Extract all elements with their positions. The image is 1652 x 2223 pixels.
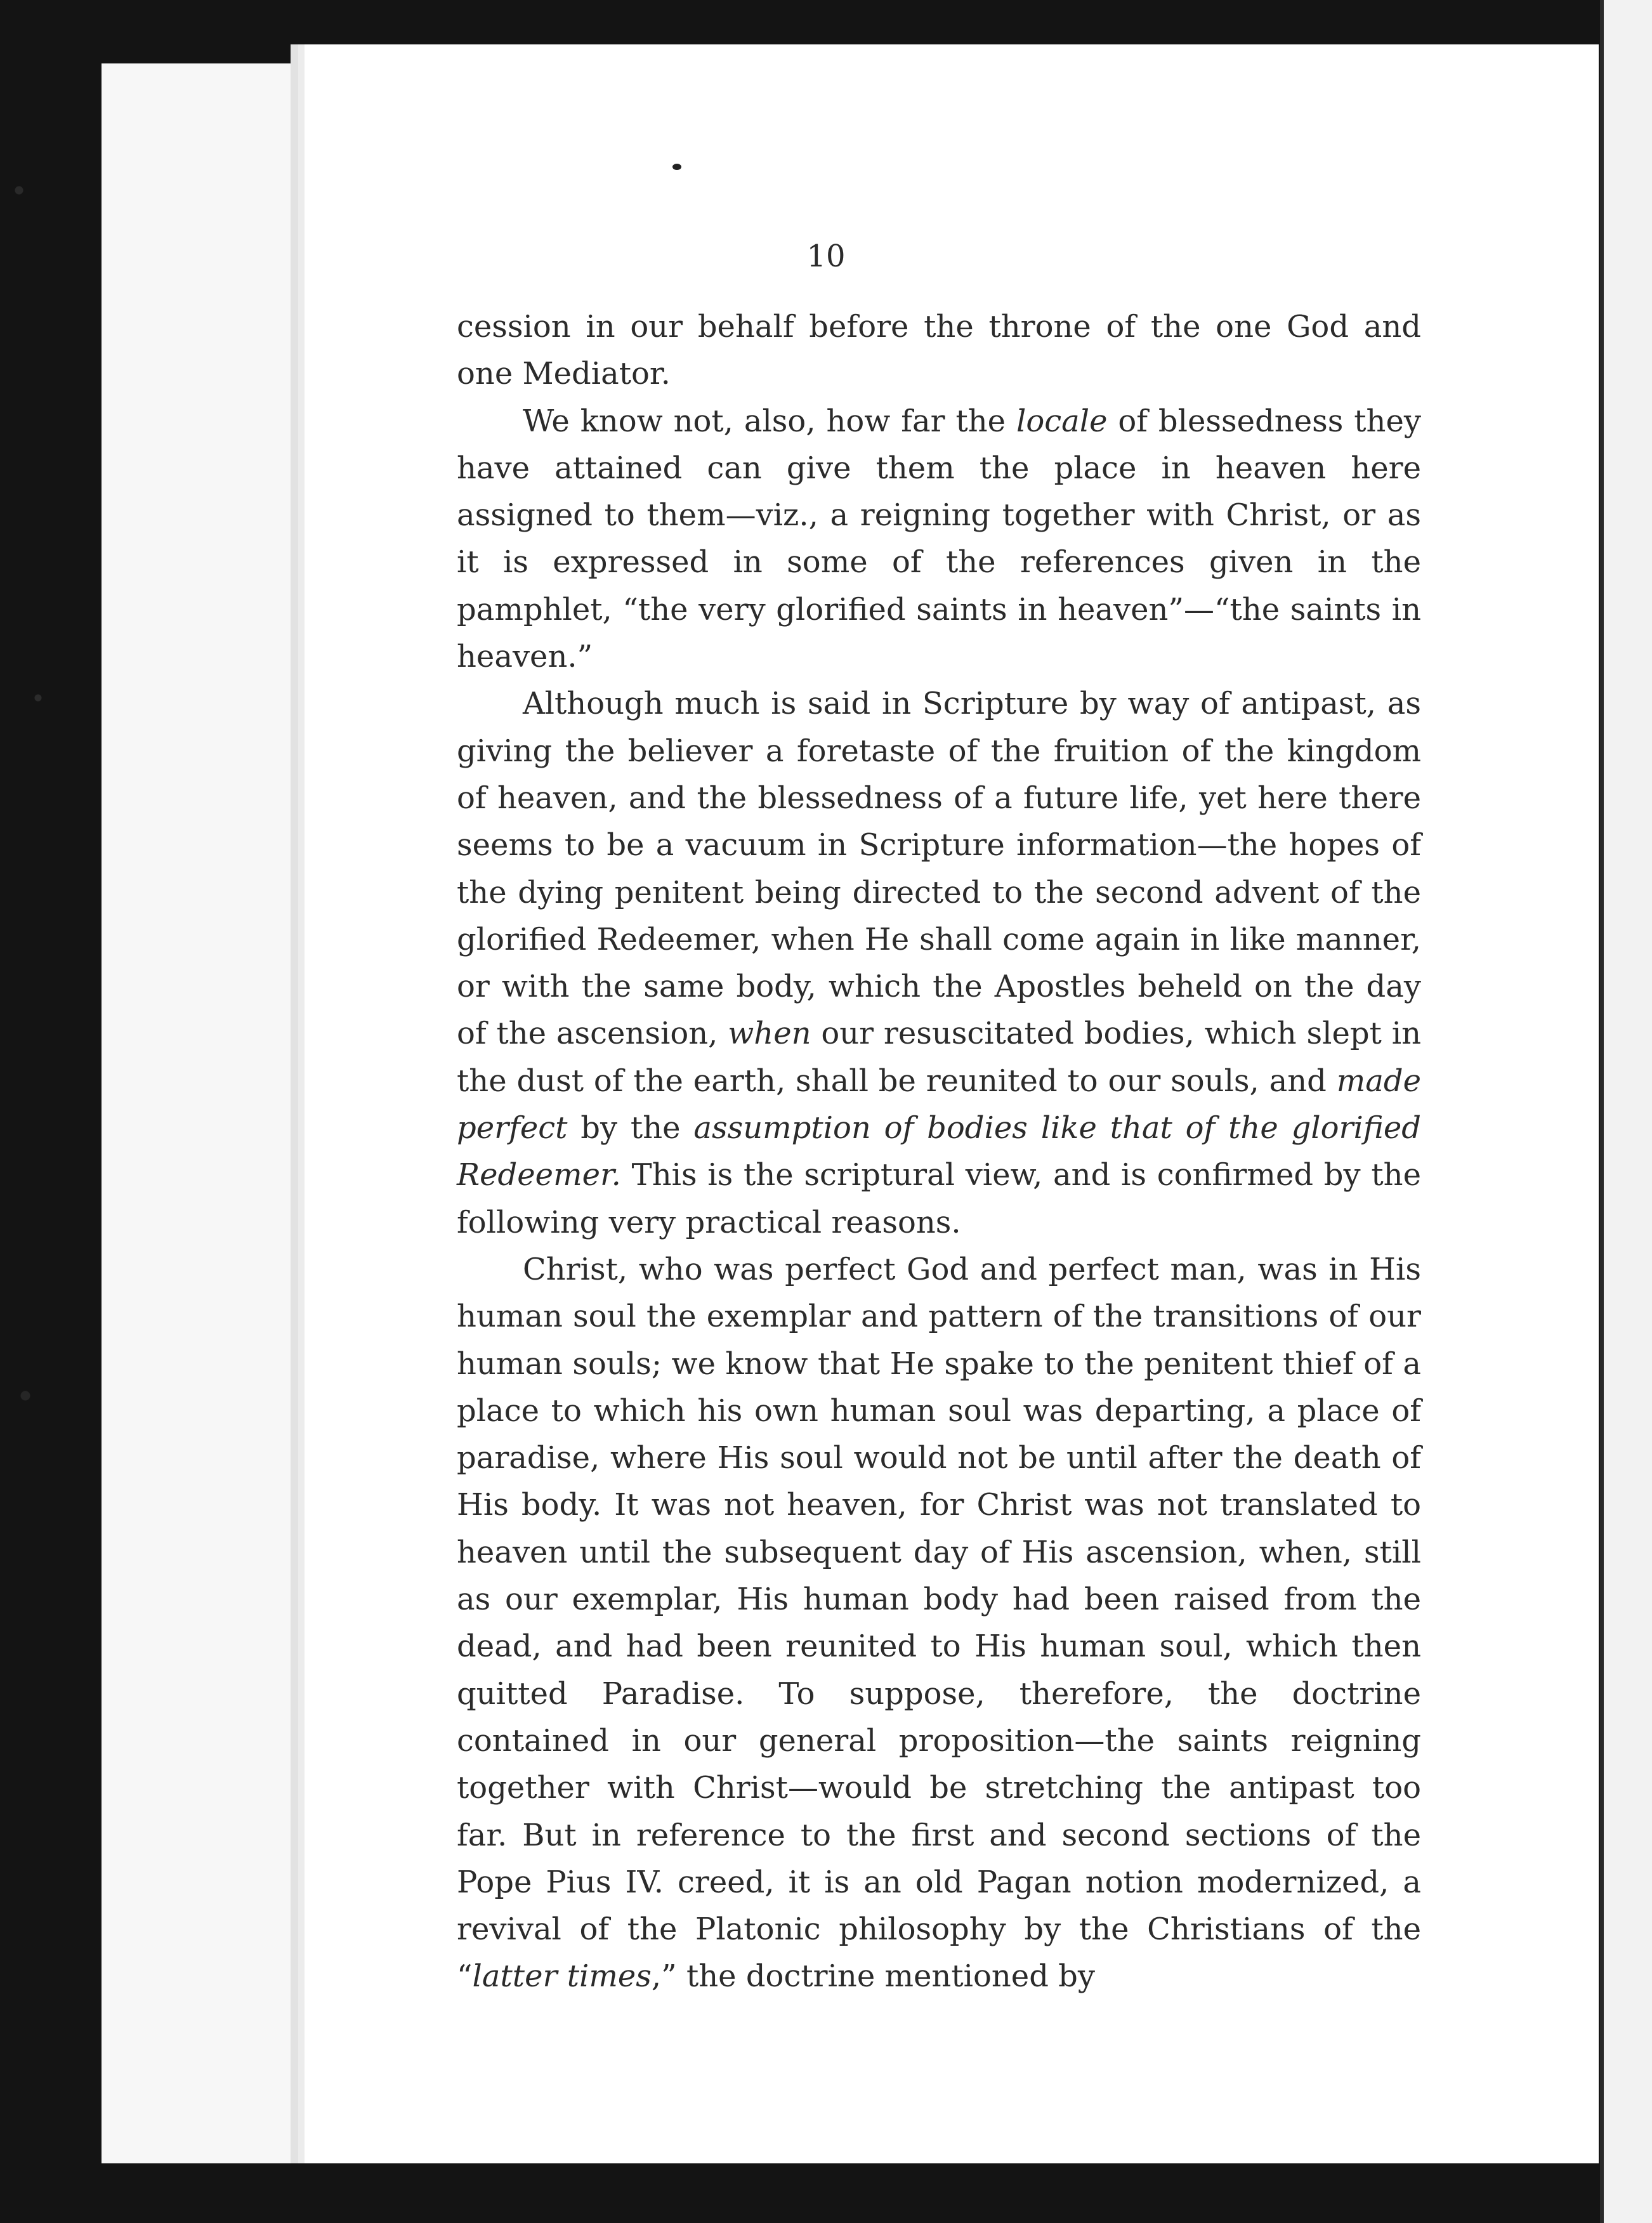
text-run: ,” the doctrine mentioned by [651,1958,1096,1995]
italic-text: latter times [472,1958,652,1995]
paragraph [457,303,1421,398]
text-run: cession in our behalf before the throne of the one God and one Mediator. [457,309,1421,392]
italic-text: made perfect [457,1063,1421,1146]
text-run: We know not, also, how far the [523,403,1016,439]
body-text [457,303,1421,2000]
text-run: Christ, who was perfect God and perfect man, was in His human soul the exemplar and pattern of the transitions of our human souls; we know that He spake to the penitent thief of a place to which his own human soul was departing, a place of paradise, where His soul would not be until after the death of His body. It was not heaven, for Christ was not translated to heaven until the subsequent day of His ascension, when, still as our exemplar, His human body had been raised from the dead, and had been reunited to His human soul, which then quitted Paradise. To suppose, therefore, the doctrine contained in our general proposition—the saints reigning together with Christ—would be stretching the antipast too far. But in reference to the first and second sections of the Pope Pius IV. creed, it is an old Pagan notion modernized, a revival of the Platonic philosophy by the Christians of the “ [457,1251,1421,1995]
paragraph [457,1246,1421,2000]
italic-text: assumption of bodies like that of the glorified Redeemer. [457,1110,1421,1193]
text-run: by the [567,1110,694,1146]
italic-text: locale [1016,403,1108,439]
ink-dot [672,164,681,170]
text-run: our resuscitated bodies, which slept in the dust of the earth, shall be reunited to our souls, and [457,1016,1421,1099]
right-page-edge [1600,0,1652,2223]
page-number: 10 [806,239,846,274]
paragraph [457,680,1421,1246]
paragraph [457,398,1421,681]
text-run: of blessedness they have attained can give them the place in heaven here assigned to them—viz., a reigning together with Christ, or as it is expressed in some of the references given in the pamphlet, “the very glorified saints in heaven”—“the saints in heaven.” [457,403,1421,675]
text-run: This is the scriptural view, and is confirmed by the following very practical reasons. [457,1157,1421,1240]
text-run: Although much is said in Scripture by way of antipast, as giving the believer a foretaste of the fruition of the kingdom of heaven, and the blessedness of a future life, yet here there seems to be a vacuum in Scripture information—the hopes of the dying penitent being directed to the second advent of the glorified Redeemer, when He shall come again in like manner, or with the same body, which the Apostles beheld on the day of the ascension, [457,686,1421,1052]
italic-text: when [728,1016,811,1052]
